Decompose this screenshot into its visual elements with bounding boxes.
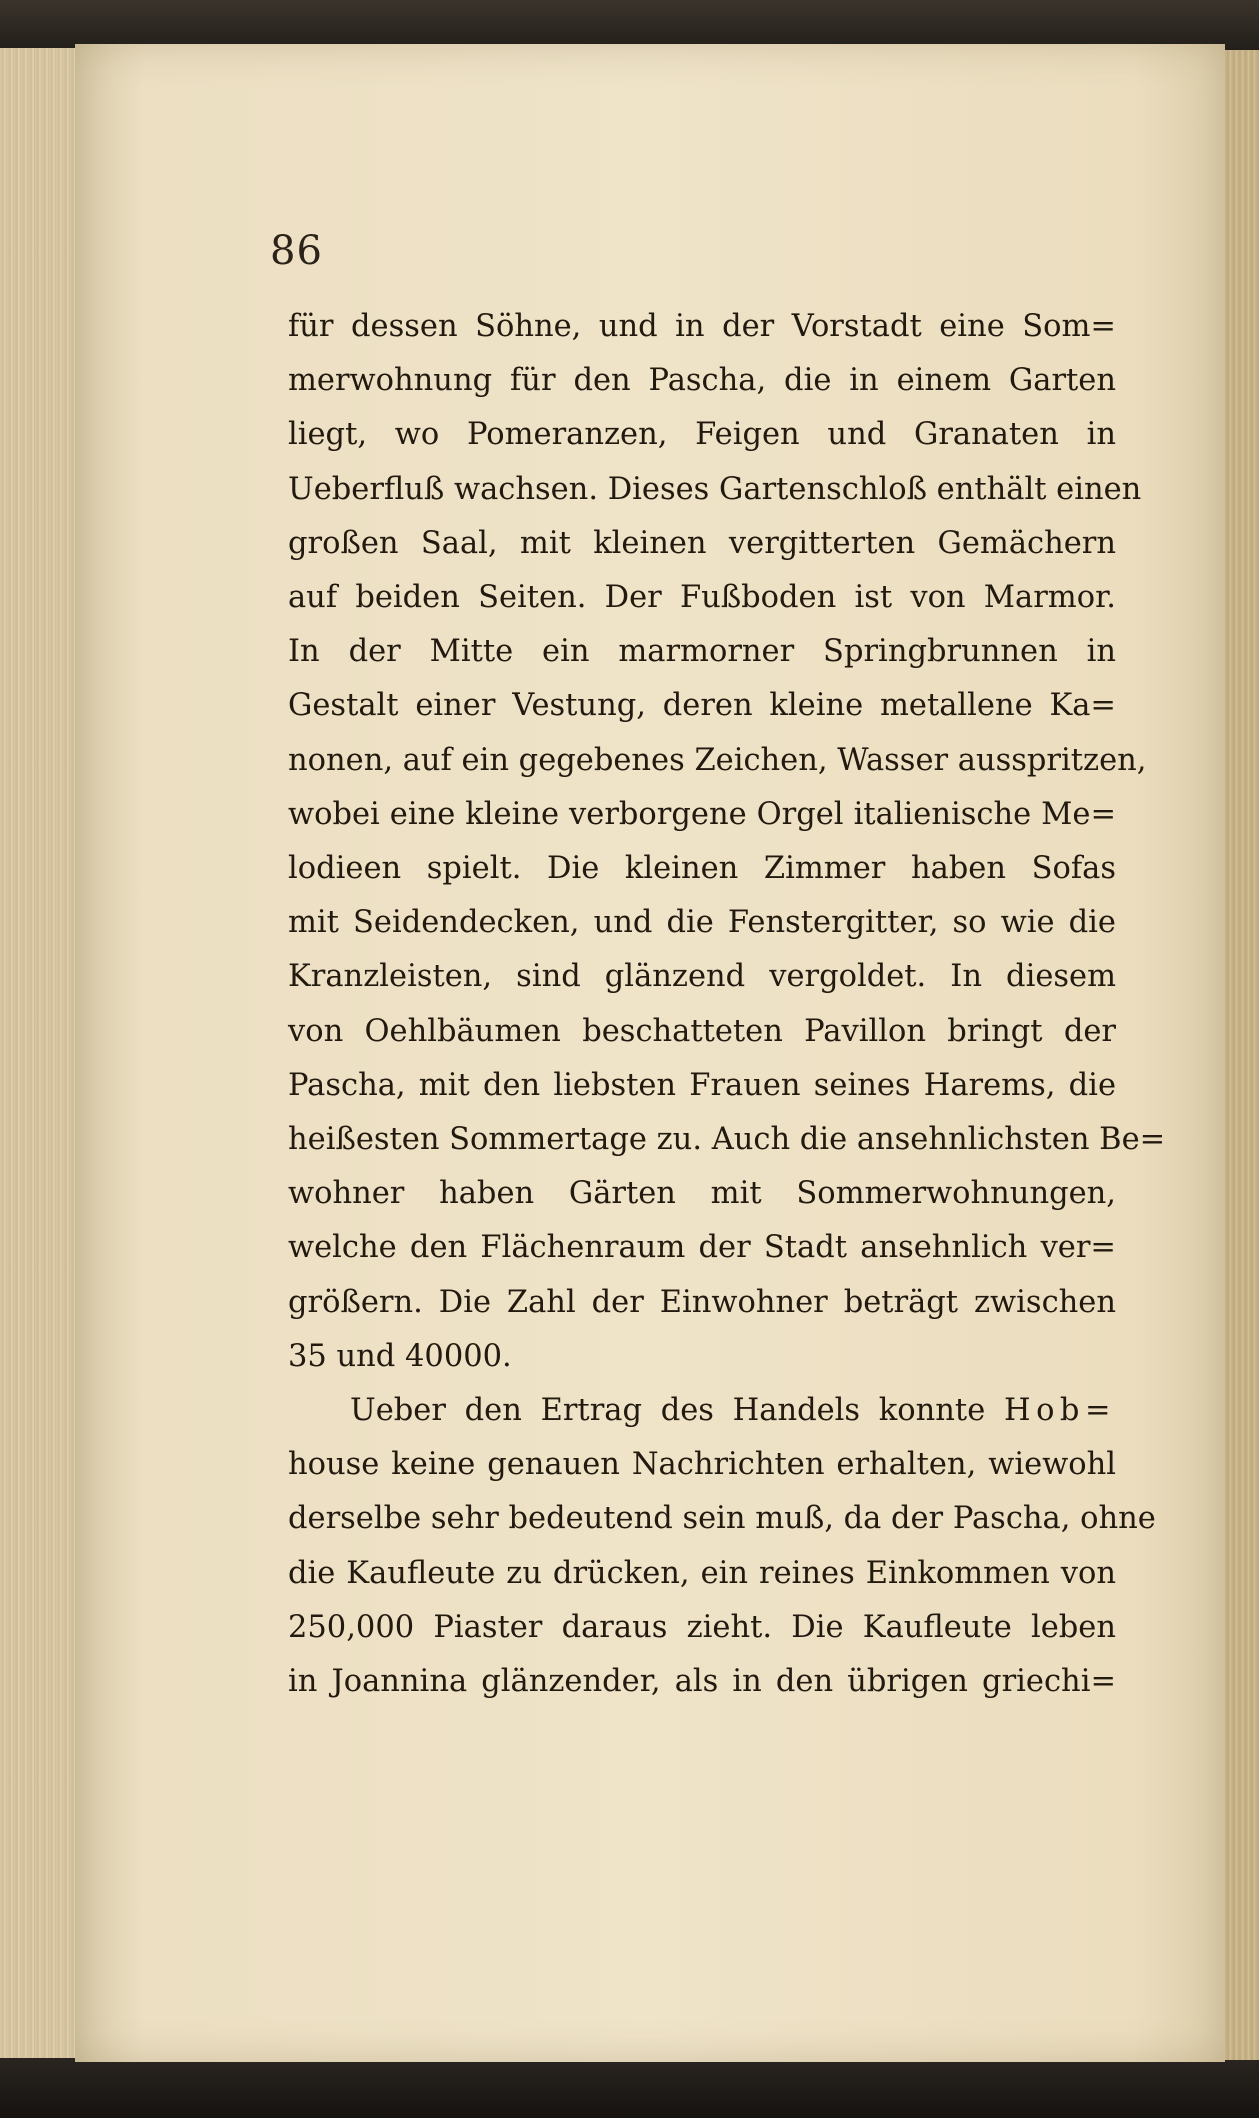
page-edge-right [1225, 50, 1259, 2060]
text-line: für dessen Söhne, und in der Vorstadt eine Som= [288, 309, 1116, 344]
text-line: In der Mitte ein marmorner Springbrunnen in [288, 634, 1116, 670]
body-text [288, 300, 1166, 1709]
text-line: die Kaufleute zu drücken, ein reines Einkommen von [288, 1555, 1116, 1591]
text-line: Pascha, mit den liebsten Frauen seines Harems, die [288, 1067, 1116, 1103]
text-line: welche den Flächenraum der Stadt ansehnlich ver= [288, 1230, 1116, 1266]
text-line: Kranzleisten, sind glänzend vergoldet. In diesem [288, 959, 1116, 995]
text-line: Ueberfluß wachsen. Dieses Gartenschloß enthält einen [288, 471, 1142, 507]
text-line: 35 und 40000. [288, 1338, 512, 1374]
text-line: heißesten Sommertage zu. Auch die ansehnlichsten Be= [288, 1122, 1166, 1158]
text-line: 250,000 Piaster daraus zieht. Die Kaufleute leben [288, 1609, 1116, 1645]
text-line: liegt, wo Pomeranzen, Feigen und Granaten in [288, 417, 1116, 453]
text-line: house keine genauen Nachrichten erhalten, wiewohl [288, 1447, 1116, 1483]
text-line: in Joannina glänzender, als in den übrigen griechi= [288, 1664, 1116, 1700]
text-line: großen Saal, mit kleinen vergitterten Gemächern [288, 525, 1116, 561]
text-line: Gestalt einer Vestung, deren kleine metallene Ka= [288, 688, 1116, 724]
text-line: größern. Die Zahl der Einwohner beträgt zwischen [288, 1284, 1116, 1320]
page-number: 86 [270, 228, 323, 274]
text-line: wohner haben Gärten mit Sommerwohnungen, [288, 1176, 1116, 1212]
book-cover-bottom [0, 2058, 1259, 2118]
text-line: mit Seidendecken, und die Fenstergitter, so wie die [288, 905, 1116, 941]
text-line: derselbe sehr bedeutend sein muß, da der Pascha, ohne [288, 1501, 1156, 1537]
text-line-segment: Ueber den Ertrag des Handels konnte [350, 1393, 986, 1429]
text-line: wobei eine kleine verborgene Orgel italienische Me= [288, 796, 1116, 832]
text-line: merwohnung für den Pascha, die in einem Garten [288, 363, 1116, 399]
paragraph-first-line [288, 1384, 1116, 1438]
text-line: lodieen spielt. Die kleinen Zimmer haben Sofas [288, 851, 1116, 887]
text-line: von Oehlbäumen beschatteten Pavillon bringt der [288, 1013, 1116, 1049]
text-line: nonen, auf ein gegebenes Zeichen, Wasser ausspritzen, [288, 742, 1147, 778]
text-line: auf beiden Seiten. Der Fußboden ist von Marmor. [288, 580, 1116, 616]
spaced-name: Hob= [1003, 1393, 1116, 1429]
